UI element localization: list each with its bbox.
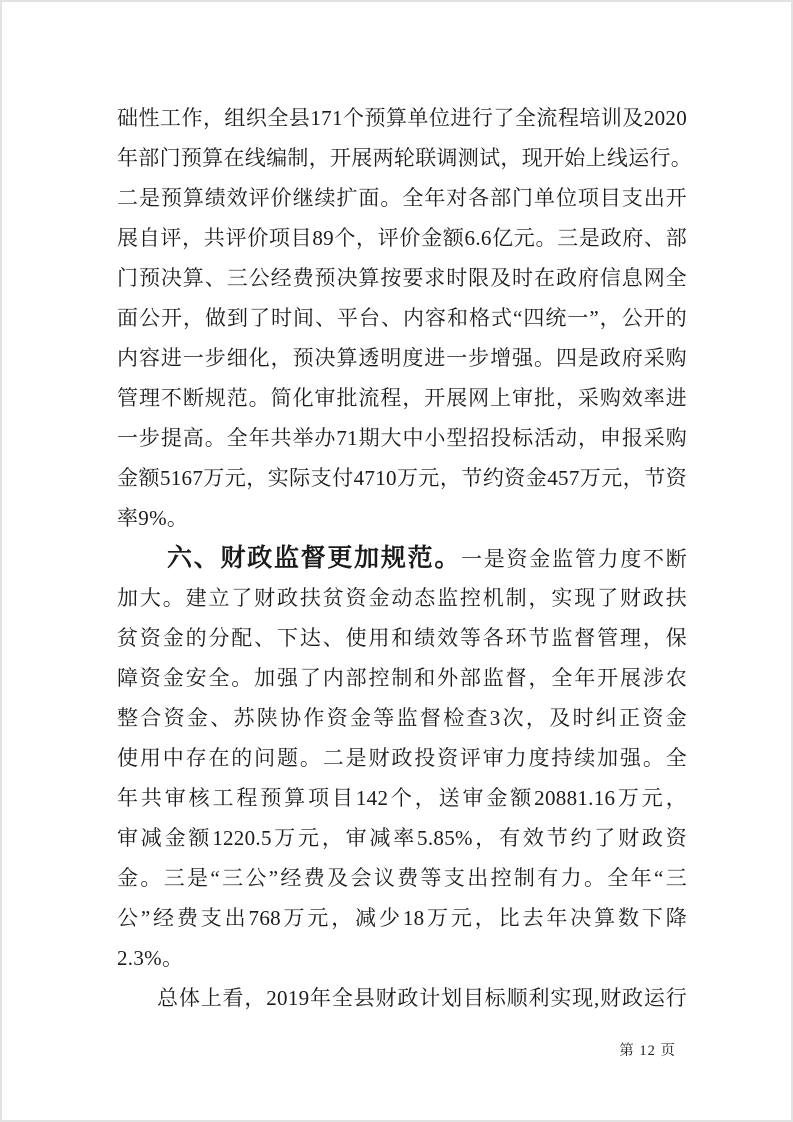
section-heading-line bbox=[117, 538, 687, 578]
paragraph-line: 一步提高。全年共举办71期大中小型招投标活动，申报采购 bbox=[117, 426, 687, 450]
paragraph-line: 门预决算、三公经费预决算按要求时限及时在政府信息网全 bbox=[117, 266, 687, 290]
paragraph-line: 管理不断规范。简化审批流程，开展网上审批，采购效率进 bbox=[117, 386, 687, 410]
paragraph-line: 金。三是“三公”经费及会议费等支出控制有力。全年“三 bbox=[117, 866, 687, 890]
paragraph-line: 整合资金、苏陕协作资金等监督检查3次，及时纠正资金 bbox=[117, 706, 687, 730]
paragraph-line: 展自评，共评价项目89个，评价金额6.6亿元。三是政府、部 bbox=[117, 226, 687, 250]
section-heading-rest: 一是资金监管力度不断 bbox=[461, 547, 688, 571]
paragraph-line: 障资金安全。加强了内部控制和外部监督，全年开展涉农 bbox=[117, 666, 687, 690]
paragraph-line: 年共审核工程预算项目142个，送审金额20881.16万元， bbox=[117, 786, 687, 810]
page-footer bbox=[619, 1040, 676, 1062]
paragraph-line: 加大。建立了财政扶贫资金动态监控机制，实现了财政扶 bbox=[117, 586, 687, 610]
paragraph-line: 面公开，做到了时间、平台、内容和格式“四统一”，公开的 bbox=[117, 306, 687, 330]
paragraph-line: 贫资金的分配、下达、使用和绩效等各环节监督管理，保 bbox=[117, 626, 687, 650]
paragraph-line: 金额5167万元，实际支付4710万元，节约资金457万元，节资 bbox=[117, 466, 687, 490]
paragraph-line: 审减金额1220.5万元，审减率5.85%，有效节约了财政资 bbox=[117, 826, 687, 850]
section-heading-bold: 六、财政监督更加规范。 bbox=[167, 544, 462, 572]
paragraph-line: 二是预算绩效评价继续扩面。全年对各部门单位项目支出开 bbox=[117, 186, 687, 210]
text-block bbox=[117, 98, 693, 1018]
closing-paragraph-line: 总体上看，2019年全县财政计划目标顺利实现,财政运行 bbox=[157, 986, 687, 1010]
paragraph-line: 公”经费支出768万元，减少18万元，比去年决算数下降 bbox=[117, 906, 687, 930]
paragraph-last-line: 2.3%。 bbox=[117, 946, 184, 970]
paragraph-line: 内容进一步细化，预决算透明度进一步增强。四是政府采购 bbox=[117, 346, 687, 370]
paragraph-line: 使用中存在的问题。二是财政投资评审力度持续加强。全 bbox=[117, 746, 687, 770]
paragraph-line: 年部门预算在线编制，开展两轮联调测试，现开始上线运行。 bbox=[117, 146, 693, 170]
page-number-label: 第 12 页 bbox=[619, 1043, 676, 1059]
paragraph-line: 础性工作，组织全县171个预算单位进行了全流程培训及2020 bbox=[117, 106, 687, 130]
paragraph-last-line: 率9%。 bbox=[117, 506, 189, 530]
